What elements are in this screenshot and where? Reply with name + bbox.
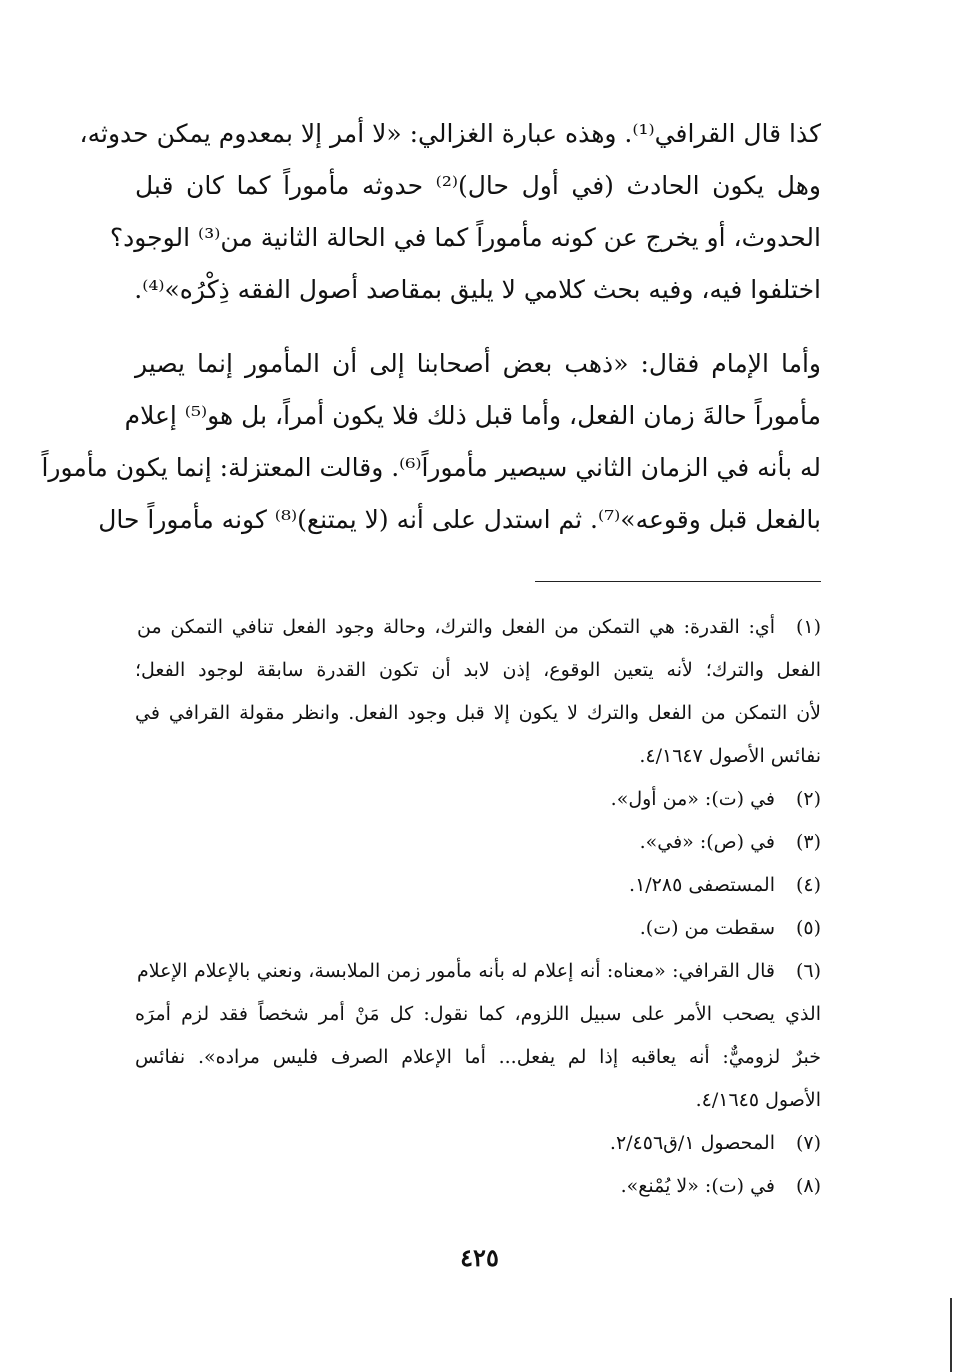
footnote-8 — [135, 1165, 821, 1208]
footnote-number: (٢) — [795, 788, 821, 810]
paragraph-1 — [79, 108, 821, 316]
paragraph-line: بالفعل قبل وقوعه»⁽⁷⁾. ثم استدل على أنه (لا يمتنع)⁽⁸⁾ كونه مأموراً حال — [98, 505, 821, 534]
page-number: ٤٢٥ — [460, 1243, 499, 1272]
footnote-7 — [135, 1122, 821, 1165]
footnote-number: (٤) — [795, 874, 821, 896]
footnote-line: لأن التمكن من الفعل والترك لا يكون إلا قبل وجود الفعل. وانظر مقولة القرافي في — [135, 702, 821, 724]
footnote-number: (٦) — [795, 960, 821, 982]
footnote-line: نفائس الأصول ٤/١٦٤٧. — [639, 745, 821, 767]
footnote-line: قال القرافي: «معناه: أنه إعلام له بأنه مأمور زمن الملابسة، ونعني بالإعلام الإعلام — [137, 960, 775, 982]
footnote-line: في (ت): «من أول». — [610, 788, 775, 810]
footnote-number: (٥) — [795, 917, 821, 939]
footnote-number: (٧) — [795, 1132, 821, 1154]
footnote-1 — [135, 606, 821, 778]
paragraph-line: وهل يكون الحادث (في أول حال)⁽²⁾ حدوثه مأموراً كما كان قبل — [135, 171, 821, 200]
footnote-number: (١) — [795, 616, 821, 638]
footnote-line: في (ص): «في». — [639, 831, 775, 853]
footnote-line: خبرٌ لزوميٌّ: أنه يعاقبه إذا لم يفعل... أما الإعلام الصرف فليس مراده». نفائس — [135, 1046, 821, 1068]
footnote-line: في (ت): «لا يُمْنع». — [620, 1175, 775, 1197]
paragraph-line: مأموراً حالةَ زمان الفعل، وأما قبل ذلك فلا يكون أمراً، بل هو⁽⁵⁾ إعلام — [124, 401, 821, 430]
footnote-line: المحصول ١/ق٢/٤٥٦. — [609, 1132, 775, 1154]
footnotes — [135, 606, 821, 1208]
footnote-line: أي: القدرة: هي التمكن من الفعل والترك، وحالة وجود الفعل تنافي التمكن من — [137, 616, 775, 638]
footnote-3 — [135, 821, 821, 864]
footnote-4 — [135, 864, 821, 907]
footnote-6 — [135, 950, 821, 1122]
paragraph-line: اختلفوا فيه، وفيه بحث كلامي لا يليق بمقاصد أصول الفقه ذِكْرُه»⁽⁴⁾. — [134, 275, 821, 304]
paragraph-line: وأما الإمام فقال: «ذهب بعض أصحابنا إلى أن المأمور إنما يصير — [135, 349, 821, 378]
paragraph-line: الحدوث، أو يخرج عن كونه مأموراً كما في الحالة الثانية من⁽³⁾ الوجود؟ — [109, 223, 821, 252]
paragraph-line: له بأنه في الزمان الثاني سيصير مأموراً⁽⁶⁾. وقالت المعتزلة: إنما يكون مأموراً — [41, 453, 821, 482]
footnote-line: الأصول ٤/١٦٤٥. — [695, 1089, 821, 1111]
footnote-line: الذي يصحب الأمر على سبيل اللزوم، كما نقول: كل مَنْ أمر شخصاً فقد لزم أمرَه — [135, 1003, 821, 1025]
paragraph-2 — [41, 338, 821, 546]
scan-edge-mark — [950, 1298, 952, 1372]
footnote-number: (٣) — [795, 831, 821, 853]
footnote-number: (٨) — [795, 1175, 821, 1197]
footnote-separator — [535, 581, 821, 582]
footnote-line: المستصفى ١/٢٨٥. — [629, 874, 775, 896]
paragraph-line: كذا قال القرافي⁽¹⁾. وهذه عبارة الغزالي: «لا أمر إلا بمعدوم يمكن حدوثه، — [79, 119, 821, 148]
footnote-line: سقطت من (ت). — [639, 917, 775, 939]
footnote-2 — [135, 778, 821, 821]
footnote-line: الفعل والترك؛ لأنه يتعين الوقوع، إذن لابد أن تكون القدرة سابقة لوجود الفعل؛ — [135, 659, 821, 681]
footnote-5 — [135, 907, 821, 950]
